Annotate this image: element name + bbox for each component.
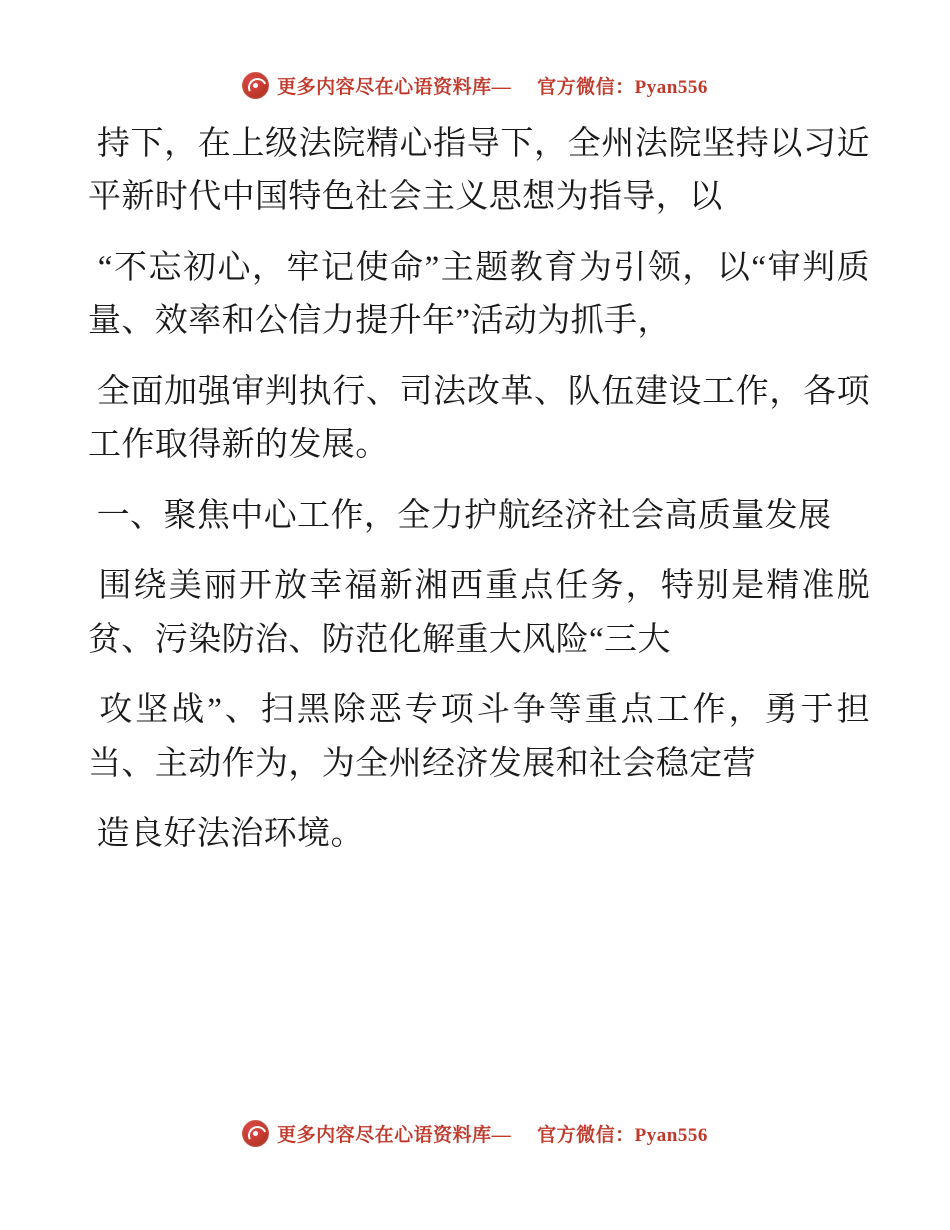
paragraph: 持下，在上级法院精心指导下，全州法院坚持以习近平新时代中国特色社会主义思想为指导，以 [88, 126, 870, 216]
document-body [88, 118, 870, 878]
paragraph: 造良好法治环境。 [88, 815, 364, 852]
paragraph-heading: 一、聚焦中心工作，全力护航经济社会高质量发展 [88, 497, 832, 534]
watermark-text [277, 1120, 708, 1147]
watermark-bottom [0, 1120, 950, 1147]
paragraph: “不忘初心，牢记使命”主题教育为引领，以“审判质量、效率和公信力提升年”活动为抓手， [88, 249, 871, 340]
watermark-main-text: 更多内容尽在心语资料库— [277, 77, 512, 98]
paragraph: 全面加强审判执行、司法改革、队伍建设工作，各项工作取得新的发展。 [88, 373, 870, 464]
paragraph: 攻坚战”、扫黑除恶专项斗争等重点工作，勇于担当、主动作为，为全州经济发展和社会稳定营 [88, 692, 871, 782]
circle-logo-icon [242, 72, 269, 99]
watermark-main-text: 更多内容尽在心语资料库— [277, 1125, 512, 1146]
watermark-top [0, 72, 950, 99]
circle-logo-icon [242, 1120, 269, 1147]
watermark-wechat-text: 官方微信：Pyan556 [537, 1125, 708, 1146]
paragraph: 围绕美丽开放幸福新湘西重点任务，特别是精准脱贫、污染防治、防范化解重大风险“三大 [88, 568, 870, 658]
watermark-wechat-text: 官方微信：Pyan556 [537, 77, 708, 98]
watermark-text [277, 72, 708, 99]
